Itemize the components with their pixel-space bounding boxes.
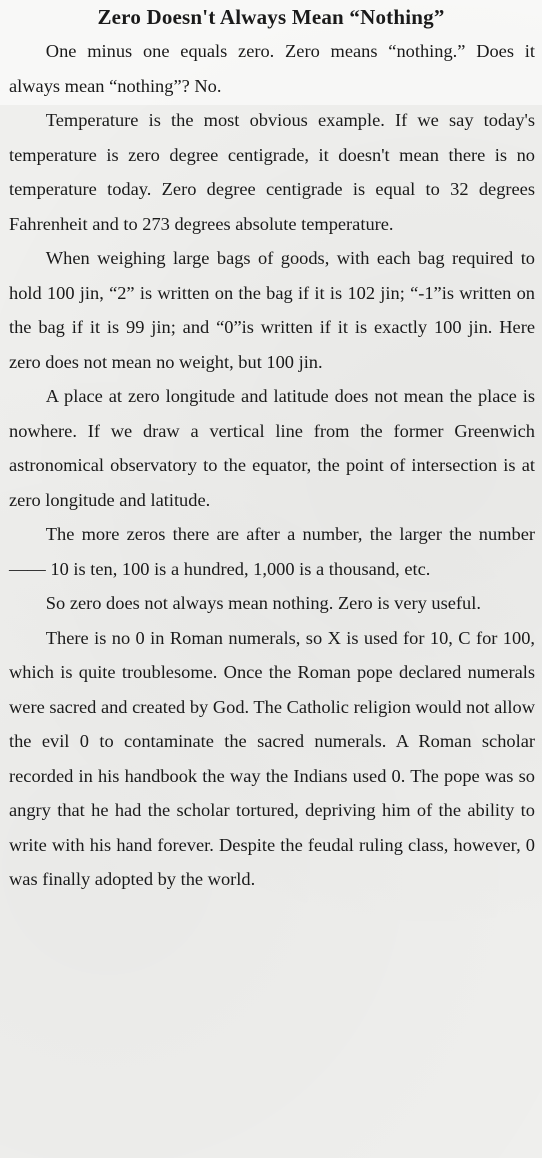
paragraph-intro: One minus one equals zero. Zero means “nothing.” Does it always mean “nothing”? No. — [9, 41, 535, 96]
paragraph-weighing: When weighing large bags of goods, with each bag required to hold 100 jin, “2” is written on the bag if it is 102 jin; “-1”is written on the bag if it is 99 jin; and “0”is written if it is exactly 100 jin. Here zero does not mean no weight, but 100 jin. — [9, 248, 535, 372]
paragraph-roman-numerals: There is no 0 in Roman numerals, so X is used for 10, C for 100, which is quite troublesome. Once the Roman pope declared numerals were sacred and created by God. The Catholic religion would not allow the evil 0 to contaminate the sacred numerals. A Roman scholar recorded in his handbook the way the Indians used 0. The pope was so angry that he had the scholar tortured, depriving him of the ability to write with his hand forever. Despite the feudal ruling class, however, 0 was finally adopted by the world. — [9, 627, 535, 889]
paragraph-more-zeros: The more zeros there are after a number, the larger the number—— 10 is ten, 100 is a hundred, 1,000 is a thousand, etc. — [9, 524, 535, 579]
paragraph-temperature: Temperature is the most obvious example. If we say today's temperature is zero degree centigrade, it doesn't mean there is no temperature today. Zero degree centigrade is equal to 32 degrees Fahrenheit and to 273 degrees absolute temperature. — [9, 110, 535, 234]
article-title: Zero Doesn't Always Mean “Nothing” — [97, 5, 445, 29]
paragraph-conclusion: So zero does not always mean nothing. Zero is very useful. — [45, 593, 481, 613]
paragraph-longitude: A place at zero longitude and latitude does not mean the place is nowhere. If we draw a vertical line from the former Greenwich astronomical observatory to the equator, the point of intersection is at zero longitude and latitude. — [9, 386, 535, 510]
article-body — [9, 34, 535, 897]
